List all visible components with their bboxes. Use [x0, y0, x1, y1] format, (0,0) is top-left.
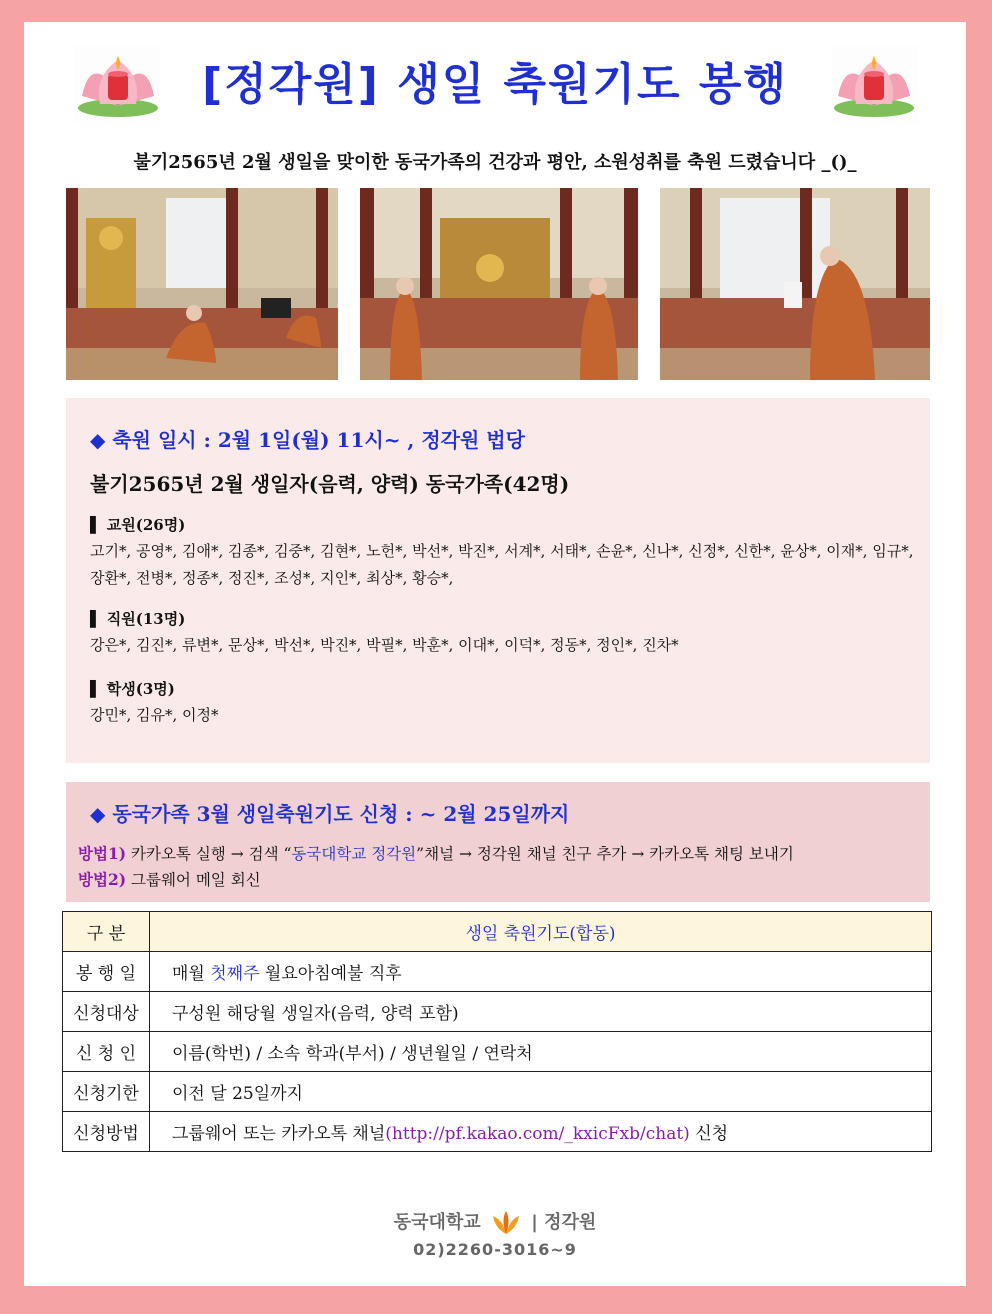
ceremony-summary: 불기2565년 2월 생일자(음력, 양력) 동국가족(42명) [90, 472, 570, 496]
apply-box [66, 782, 930, 902]
row-key-method: 신청방법 [63, 1112, 150, 1152]
method-1-pre: 카카오톡 실행 → 검색 “ [131, 845, 292, 863]
hall-photo-2 [360, 188, 638, 380]
method-2-label: 방법2) [78, 870, 127, 889]
hall-photo-3 [660, 188, 930, 380]
page-frame [24, 22, 966, 1286]
page-title: [정각원] 생일 축원기도 봉행 [202, 59, 788, 110]
table-row [63, 1112, 932, 1152]
row-method-pre: 그룹웨어 또는 카카오톡 채널 [172, 1124, 386, 1144]
university-leaf-icon [491, 1210, 521, 1236]
group-names-faculty: 고기*, 공영*, 김애*, 김종*, 김중*, 김현*, 노헌*, 박선*, 박진*, 서계*, 서태*, 손윤*, 신나*, 신정*, 신한*, 윤상*, 이재*, 임규*, 장환*, 전병*, 정종*, 정진*, 조성*, 지인*, 최상*, 황승*, [90, 542, 914, 587]
row-date-highlight: 첫째주 [210, 964, 260, 984]
row-key-date: 봉 행 일 [63, 952, 150, 992]
footer-org: 동국대학교 [393, 1212, 481, 1233]
footer-logo [24, 1208, 966, 1236]
info-table [62, 911, 932, 1152]
table-row [63, 992, 932, 1032]
method-1-channel: 동국대학교 정각원 [291, 845, 417, 863]
method-1 [78, 842, 794, 864]
hall-photo-1 [66, 188, 338, 380]
table-header-value: 생일 축원기도(합동) [150, 912, 932, 952]
row-value-date [150, 952, 932, 992]
row-value-deadline: 이전 달 25일까지 [150, 1072, 932, 1112]
group-names-students: 강민*, 김유*, 이정* [90, 706, 219, 724]
row-value-target: 구성원 해당월 생일자(음력, 양력 포함) [150, 992, 932, 1032]
row-value-method [150, 1112, 932, 1152]
lotus-candle-icon [830, 46, 918, 122]
row-method-post: 신청 [689, 1124, 729, 1144]
ceremony-box [66, 398, 930, 763]
row-date-post: 월요아침예불 직후 [259, 964, 402, 984]
row-value-applicant: 이름(학번) / 소속 학과(부서) / 생년월일 / 연락처 [150, 1032, 932, 1072]
method-1-label: 방법1) [78, 844, 127, 863]
table-row [63, 952, 932, 992]
table-row [63, 1032, 932, 1072]
table-header-row [63, 912, 932, 952]
group-title-staff: ▌ 직원(13명) [90, 610, 186, 628]
group-names-staff: 강은*, 김진*, 류변*, 문상*, 박선*, 박진*, 박필*, 박훈*, 이대*, 이덕*, 정동*, 정인*, 진차* [90, 636, 679, 654]
kakao-channel-link[interactable]: (http://pf.kakao.com/_kxicFxb/chat) [385, 1124, 690, 1144]
apply-heading: ◆ 동국가족 3월 생일축원기도 신청 : ~ 2월 25일까지 [90, 802, 570, 826]
lotus-candle-icon [74, 46, 162, 122]
row-key-deadline: 신청기한 [63, 1072, 150, 1112]
group-title-students: ▌ 학생(3명) [90, 680, 175, 698]
footer-phone: 02)2260-3016~9 [413, 1240, 577, 1259]
table-header-key: 구 분 [63, 912, 150, 952]
method-1-post: ”채널 → 정각원 채널 친구 추가 → 카카오톡 채팅 보내기 [416, 845, 794, 863]
group-title-faculty: ▌ 교원(26명) [90, 516, 186, 534]
row-key-target: 신청대상 [63, 992, 150, 1032]
ceremony-heading: ◆ 축원 일시 : 2월 1일(월) 11시~ , 정각원 법당 [90, 428, 525, 452]
row-key-applicant: 신 청 인 [63, 1032, 150, 1072]
method-2 [78, 868, 261, 890]
title-row [24, 42, 966, 132]
table-row [63, 1072, 932, 1112]
row-date-pre: 매월 [172, 964, 211, 984]
footer-sep: | 정각원 [531, 1212, 597, 1233]
method-2-text: 그룹웨어 메일 회신 [131, 871, 261, 889]
subtitle: 불기2565년 2월 생일을 맞이한 동국가족의 건강과 평안, 소원성취를 축원 드렸습니다 _()_ [133, 152, 857, 173]
